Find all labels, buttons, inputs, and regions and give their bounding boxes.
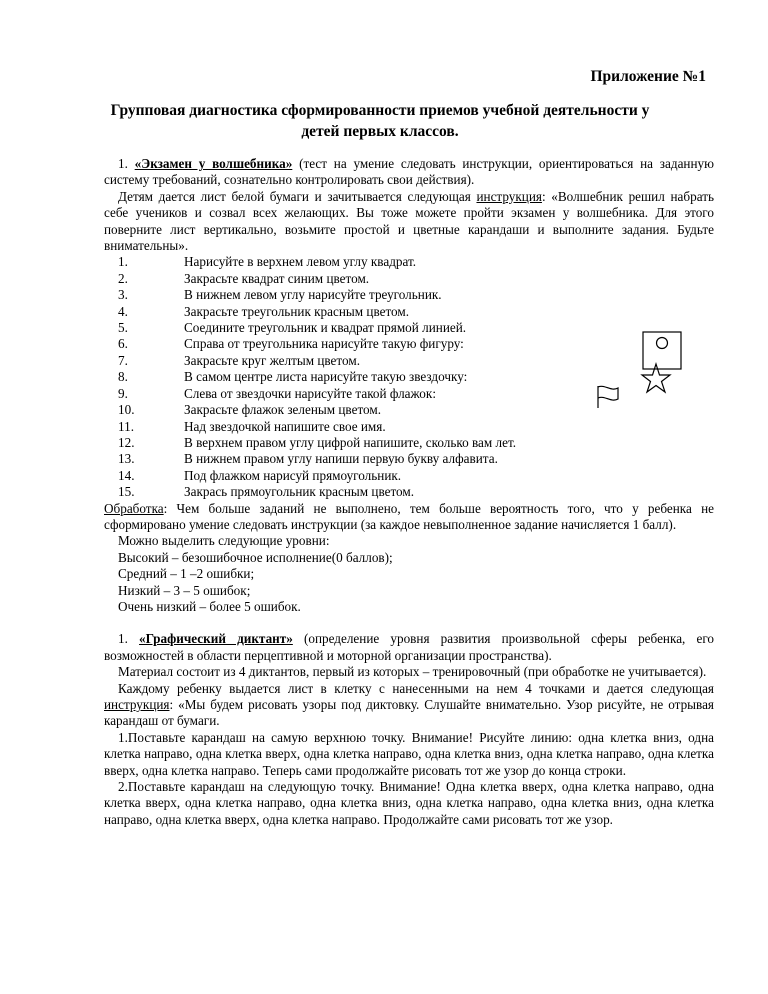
- task-item: [104, 320, 714, 336]
- level-item: Высокий – безошибочное исполнение(0 баллов);: [118, 549, 393, 565]
- task-text: Закрасьте треугольник красным цветом.: [184, 303, 410, 319]
- task-text: Закрасьте квадрат синим цветом.: [184, 270, 370, 286]
- section1-instruction-end: : «Волшебник решил набрать себе учеников и созвал всех желающих. Вы тоже можете пройти экзамен у волшебника. Для этого поверните лист вертикально, возьмите простой и цветные карандаши и выполните задания. Будьте внимательны».: [104, 188, 714, 254]
- task-text: Нарисуйте в верхнем левом углу квадрат.: [184, 254, 417, 270]
- task-number: 3.: [118, 287, 128, 303]
- level-item: Средний – 1 –2 ошибки;: [118, 566, 255, 582]
- task-number: 2.: [118, 270, 128, 286]
- task-text: Слева от звездочки нарисуйте такой флажок:: [184, 385, 436, 401]
- task-number: 15.: [118, 484, 135, 500]
- task-text: В самом центре листа нарисуйте такую звездочку:: [184, 369, 468, 385]
- task-number: 13.: [118, 451, 135, 467]
- section1-name: «Экзамен у волшебника»: [134, 156, 293, 171]
- task-item: [104, 419, 714, 435]
- section2-instruction-keyword: инструкция: [104, 697, 170, 712]
- task-item: [104, 468, 714, 484]
- task-number: 10.: [118, 402, 135, 418]
- section2-paragraph-2: [104, 681, 714, 730]
- level-item: Можно выделить следующие уровни:: [118, 533, 330, 549]
- section2-intro: (определение уровня развития произвольной сферы ребенка, его возможностей в области перцептивной и моторной организации пространства).: [104, 631, 714, 663]
- task-text: Справа от треугольника нарисуйте такую фигуру:: [184, 336, 464, 352]
- task-number: 1.: [118, 254, 128, 270]
- section1-number: 1.: [118, 156, 128, 171]
- level-item: Низкий – 3 – 5 ошибок;: [118, 582, 251, 598]
- task-item: [104, 451, 714, 467]
- task-text: Над звездочкой напишите свое имя.: [184, 418, 386, 434]
- task-number: 8.: [118, 369, 128, 385]
- task-text: В нижнем левом углу нарисуйте треугольник.: [184, 287, 442, 303]
- processing-text: : Чем больше заданий не выполнено, тем больше вероятность того, что у ребенка не сформировано умение следовать инструкции (за каждое невыполненное задание начисляется 1 балл).: [104, 500, 714, 532]
- section1-instruction-keyword: инструкция: [476, 188, 542, 204]
- task-item: [104, 435, 714, 451]
- task-number: 7.: [118, 352, 128, 368]
- level-item: Очень низкий – более 5 ошибок.: [118, 598, 301, 614]
- section1-intro: (тест на умение следовать инструкции, ориентироваться на заданную систему требований, сознательно контролировать свои действия).: [104, 156, 714, 188]
- task-number: 9.: [118, 385, 128, 401]
- section1-instruction-start: Детям дается лист белой бумаги и зачитывается следующая: [118, 188, 477, 204]
- task-item: [104, 271, 714, 287]
- task-text: В нижнем правом углу напиши первую букву алфавита.: [184, 451, 498, 467]
- section2-paragraph-1: Материал состоит из 4 диктантов, первый из которых – тренировочный (при обработке не учитывается).: [118, 664, 707, 680]
- section2-heading: [104, 631, 714, 664]
- task-text: Под флажком нарисуй прямоугольник.: [184, 467, 402, 483]
- task-item: [104, 484, 714, 500]
- task-item: [104, 254, 714, 270]
- section2-number: 1.: [118, 631, 128, 647]
- task-number: 6.: [118, 336, 128, 352]
- task-list: [104, 254, 714, 500]
- section2-p2-end: : «Мы будем рисовать узоры под диктовку. Слушайте внимательно. Узор рисуйте, не отрывая карандаш от бумаги.: [104, 697, 714, 729]
- task-text: В верхнем правом углу цифрой напишите, сколько вам лет.: [184, 434, 517, 450]
- section2-paragraph-4: 2.Поставьте карандаш на следующую точку. Внимание! Одна клетка вверх, одна клетка направо, одна клетка вверх, одна клетка направо, одна клетка вниз, одна клетка направо, одна клетка вниз, одна клетка направо, одна клетка вверх, одна клетка направо. Продолжайте сами рисовать тот же узор.: [104, 779, 714, 827]
- task-item: [104, 304, 714, 320]
- section1-heading: [104, 156, 714, 189]
- task-item: [104, 287, 714, 303]
- processing-paragraph: [104, 501, 714, 534]
- task-item: [104, 386, 714, 402]
- page-title: Групповая диагностика сформированности приемов учебной деятельности у детей первых классов.: [110, 102, 650, 140]
- section2-paragraph-3: 1.Поставьте карандаш на самую верхнюю точку. Внимание! Рисуйте линию: одна клетка вниз, одна клетка направо, одна клетка вверх, одна клетка направо, одна клетка вниз, одна клетка направо, одна клетка вверх, одна клетка направо. Теперь сами продолжайте рисовать тот же узор до конца строки.: [104, 729, 714, 778]
- task-text: Закрасьте флажок зеленым цветом.: [184, 402, 382, 418]
- task-text: Закрасьте круг желтым цветом.: [184, 352, 360, 368]
- task-number: 14.: [118, 467, 135, 483]
- levels-list: [104, 533, 714, 615]
- task-item: [104, 353, 714, 369]
- task-number: 5.: [118, 320, 128, 336]
- task-number: 4.: [118, 303, 128, 319]
- task-item: [104, 402, 714, 418]
- section2-name: «Графический диктант»: [139, 631, 293, 647]
- section2-p2-start: Каждому ребенку выдается лист в клетку с нанесенными на нем 4 точками и дается следующая: [118, 680, 714, 696]
- processing-label: Обработка: [104, 500, 164, 516]
- section1-instruction: [104, 189, 714, 255]
- document-body: [104, 156, 714, 828]
- task-text: Закрась прямоугольник красным цветом.: [184, 484, 415, 500]
- task-number: 11.: [118, 418, 134, 434]
- task-text: Соедините треугольник и квадрат прямой линией.: [184, 320, 467, 336]
- task-item: [104, 336, 714, 352]
- appendix-label: Приложение №1: [590, 68, 706, 85]
- task-item: [104, 369, 714, 385]
- task-number: 12.: [118, 434, 135, 450]
